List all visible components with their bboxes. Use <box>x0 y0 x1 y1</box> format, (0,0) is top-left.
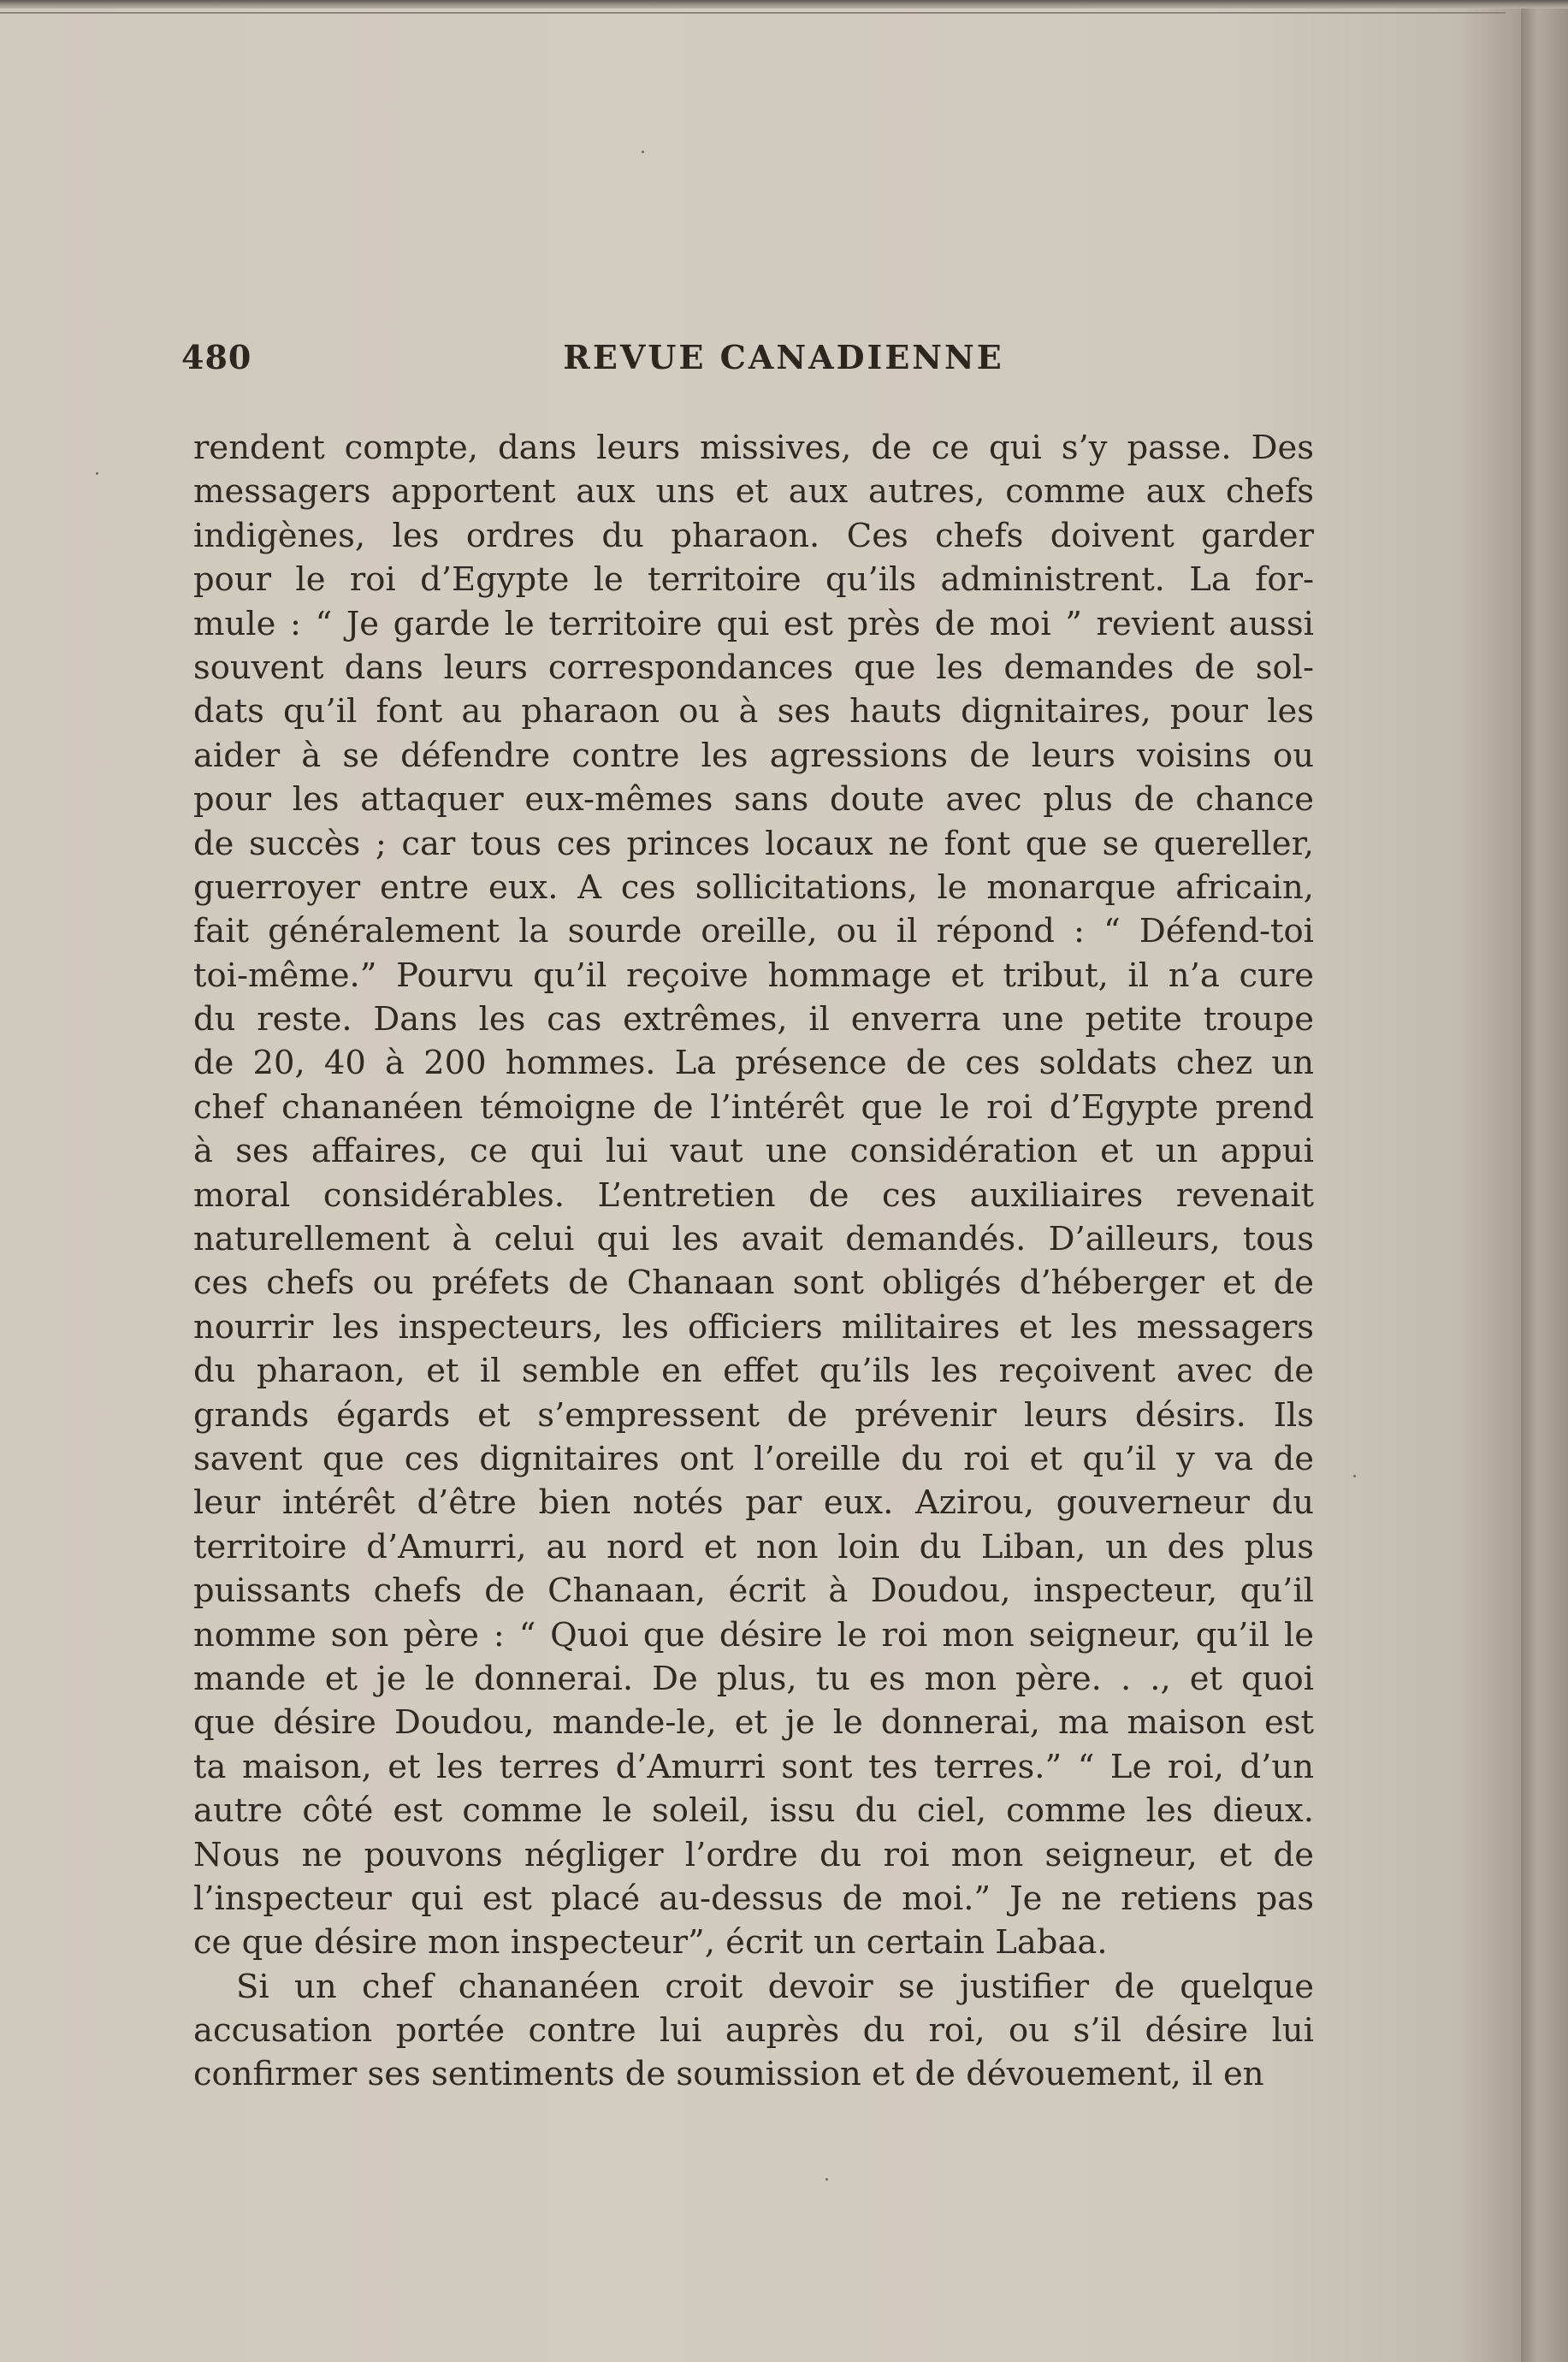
text-line: autre côté est comme le soleil, issu du ciel, comme les dieux. <box>193 1791 1314 1831</box>
text-line: confirmer ses sentiments de soumission et de dévouement, il en <box>193 2055 1264 2094</box>
text-line: fait généralement la sourde oreille, ou il répond : “ Défend-toi <box>193 912 1314 951</box>
running-title: REVUE CANADIENNE <box>563 338 1004 376</box>
text-line: l’inspecteur qui est placé au-dessus de moi.” Je ne retiens pas <box>193 1879 1314 1918</box>
text-line: souvent dans leurs correspondances que les demandes de sol- <box>193 648 1314 687</box>
text-line: indigènes, les ordres du pharaon. Ces chefs doivent garder <box>193 516 1314 555</box>
text-line: nomme son père : “ Quoi que désire le roi mon seigneur, qu’il le <box>193 1615 1314 1655</box>
text-line: leur intérêt d’être bien notés par eux. Azirou, gouverneur du <box>193 1483 1314 1523</box>
text-line: pour le roi d’Egypte le territoire qu’ils administrent. La for- <box>193 560 1314 600</box>
text-line: grands égards et s’empressent de prévenir leurs désirs. Ils <box>193 1395 1314 1435</box>
text-line: ta maison, et les terres d’Amurri sont tes terres.” “ Le roi, d’un <box>193 1747 1314 1786</box>
body-text <box>193 426 1314 2097</box>
text-line: guerroyer entre eux. A ces sollicitations, le monarque africain, <box>193 867 1314 907</box>
text-line: toi-même.” Pourvu qu’il reçoive hommage et tribut, il n’a cure <box>193 956 1314 995</box>
text-line: Si un chef chananéen croit devoir se justifier de quelque <box>236 1967 1314 2006</box>
text-line: à ses affaires, ce qui lui vaut une considération et un appui <box>193 1132 1314 1171</box>
scan-speck <box>1353 1475 1356 1477</box>
page-number: 480 <box>181 338 252 376</box>
scan-speck <box>825 2178 828 2181</box>
text-line: pour les attaquer eux-mêmes sans doute avec plus de chance <box>193 780 1314 820</box>
scan-speck <box>96 472 98 475</box>
text-line: du reste. Dans les cas extrêmes, il enverra une petite troupe <box>193 1000 1314 1039</box>
text-line: aider à se défendre contre les agressions de leurs voisins ou <box>193 736 1314 775</box>
text-line: savent que ces dignitaires ont l’oreille du roi et qu’il y va de <box>193 1439 1314 1478</box>
text-line: accusation portée contre lui auprès du roi, ou s’il désire lui <box>193 2011 1314 2051</box>
text-line: mule : “ Je garde le territoire qui est près de moi ” revient aussi <box>193 604 1314 643</box>
top-thin-rule <box>0 12 1506 14</box>
text-line: ce que désire mon inspecteur”, écrit un certain Labaa. <box>193 1923 1108 1962</box>
page-edge-shadow <box>1521 0 1568 2362</box>
text-line: Nous ne pouvons négliger l’ordre du roi mon seigneur, et de <box>193 1835 1314 1874</box>
text-line: territoire d’Amurri, au nord et non loin du Liban, un des plus <box>193 1527 1314 1566</box>
scan-speck <box>642 151 644 153</box>
top-border-rule <box>0 0 1568 9</box>
text-line: mande et je le donnerai. De plus, tu es mon père. . ., et quoi <box>193 1659 1314 1698</box>
text-line: de 20, 40 à 200 hommes. La présence de ces soldats chez un <box>193 1044 1314 1083</box>
text-line: rendent compte, dans leurs missives, de ce qui s’y passe. Des <box>193 429 1314 467</box>
text-line: nourrir les inspecteurs, les officiers militaires et les messagers <box>193 1307 1314 1347</box>
text-line: dats qu’il font au pharaon ou à ses hauts dignitaires, pour les <box>193 692 1314 731</box>
running-header <box>181 338 1326 381</box>
text-line: que désire Doudou, mande-le, et je le donnerai, ma maison est <box>193 1703 1314 1743</box>
text-line: puissants chefs de Chanaan, écrit à Doudou, inspecteur, qu’il <box>193 1572 1314 1611</box>
text-line: du pharaon, et il semble en effet qu’ils les reçoivent avec de <box>193 1352 1314 1391</box>
paragraph <box>193 1965 1314 2097</box>
text-line: de succès ; car tous ces princes locaux ne font que se quereller, <box>193 824 1314 863</box>
text-line: moral considérables. L’entretien de ces auxiliaires revenait <box>193 1175 1314 1215</box>
text-line: messagers apportent aux uns et aux autres, comme aux chefs <box>193 472 1314 512</box>
paragraph <box>193 426 1314 1965</box>
text-line: chef chananéen témoigne de l’intérêt que le roi d’Egypte prend <box>193 1087 1314 1127</box>
text-line: ces chefs ou préfets de Chanaan sont obligés d’héberger et de <box>193 1264 1314 1303</box>
text-line: naturellement à celui qui les avait demandés. D’ailleurs, tous <box>193 1220 1314 1259</box>
